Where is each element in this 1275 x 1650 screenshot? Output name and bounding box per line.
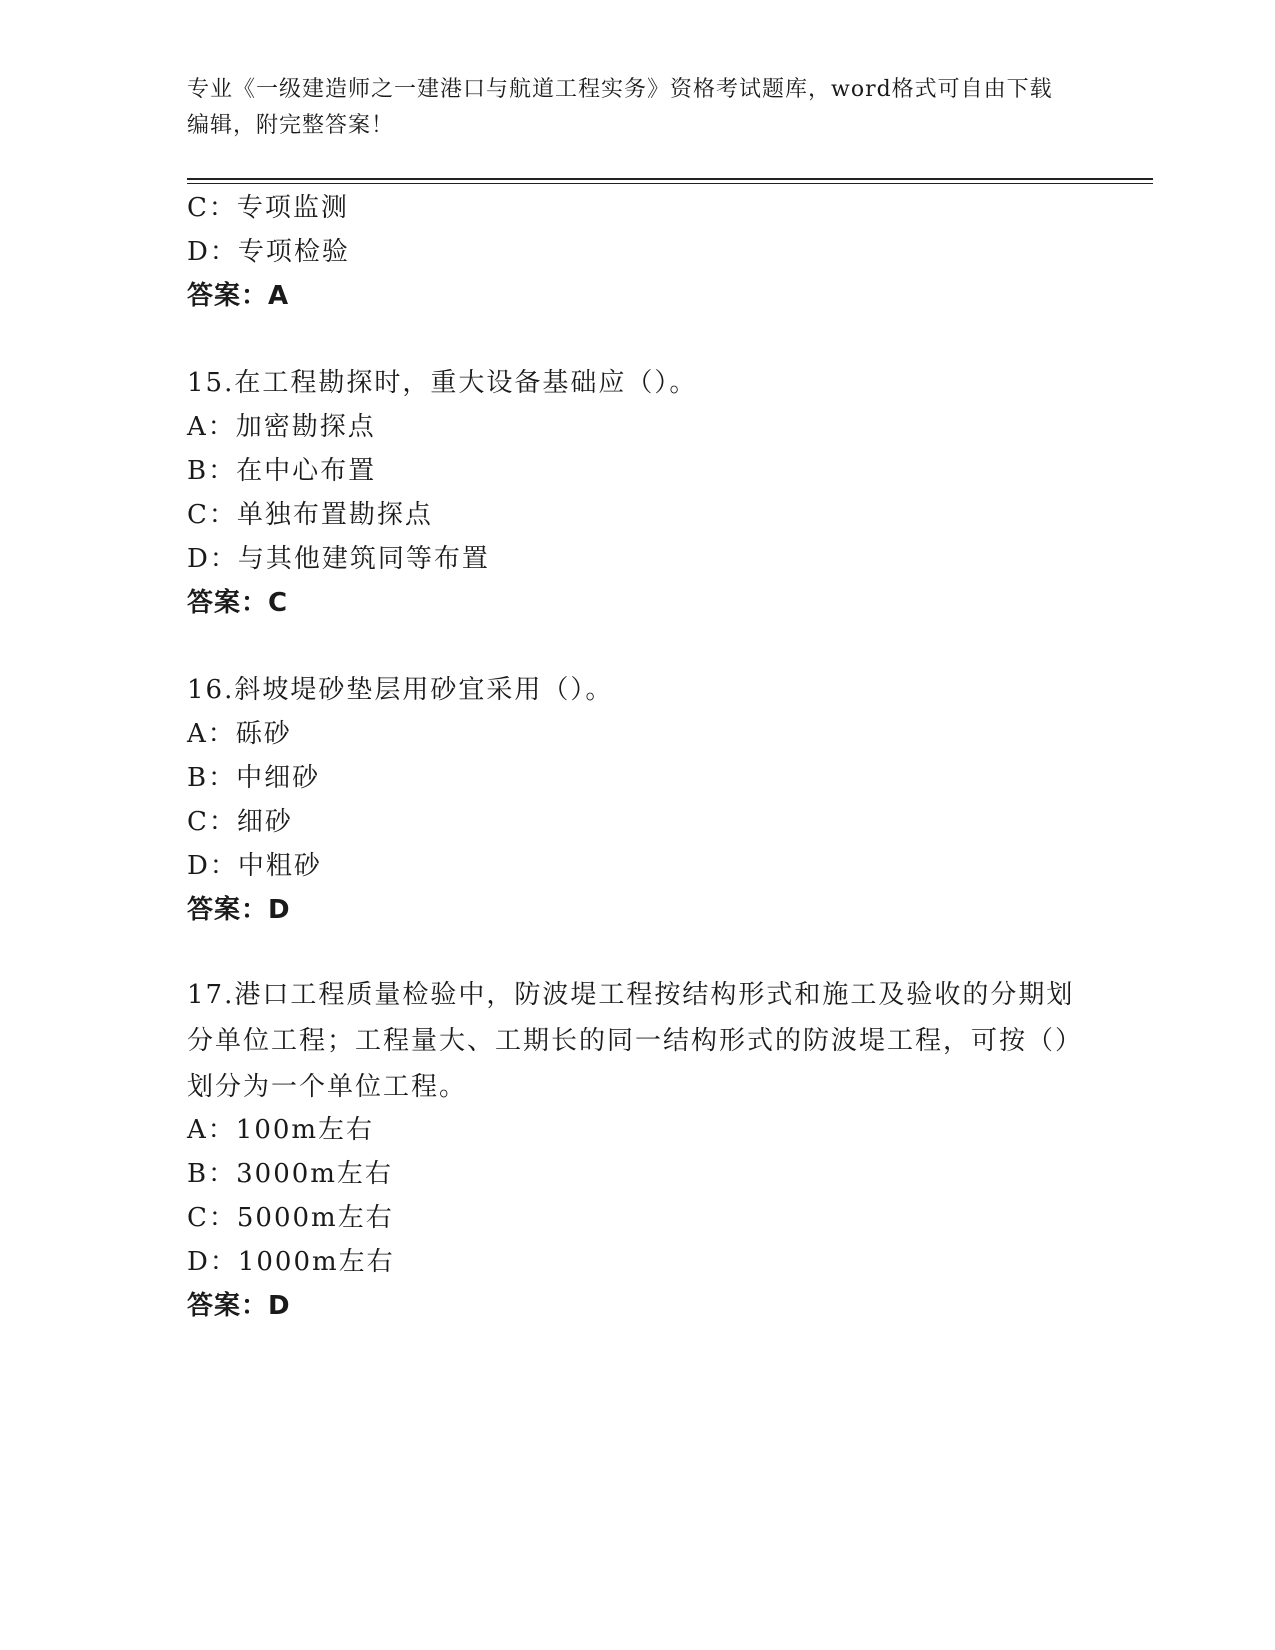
option-c: C：细砂 bbox=[187, 807, 293, 837]
question-stem-17: 17.港口工程质量检验中，防波堤工程按结构形式和施工及验收的分期划分单位工程；工程量大、工期长的同一结构形式的防波堤工程，可按（）划分为一个单位工程。 bbox=[187, 980, 1084, 1102]
option-a: A：砾砂 bbox=[187, 719, 292, 749]
option-c: C：单独布置勘探点 bbox=[187, 500, 433, 530]
option-a: A：加密勘探点 bbox=[187, 412, 376, 442]
option-b: B：在中心布置 bbox=[187, 456, 377, 486]
document-header: 专业《一级建造师之一建港口与航道工程实务》资格考试题库，word格式可自由下载编辑，附完整答案！ bbox=[187, 77, 1053, 138]
answer-text: 答案：C bbox=[187, 588, 289, 618]
option-b: B：中细砂 bbox=[187, 763, 321, 793]
answer-text: 答案：D bbox=[187, 1291, 291, 1321]
answer-text: 答案：D bbox=[187, 895, 291, 925]
option-d: D：中粗砂 bbox=[187, 851, 322, 881]
option-b: B：3000m左右 bbox=[187, 1159, 393, 1189]
option-c: C：专项监测 bbox=[187, 193, 349, 223]
option-d: D：专项检验 bbox=[187, 237, 350, 267]
answer-text: 答案：A bbox=[187, 281, 290, 311]
option-c: C：5000m左右 bbox=[187, 1203, 394, 1233]
header-divider bbox=[187, 178, 1153, 184]
option-d: D：与其他建筑同等布置 bbox=[187, 544, 490, 574]
option-a: A：100m左右 bbox=[187, 1115, 375, 1145]
question-stem-16: 16.斜坡堤砂垫层用砂宜采用（）。 bbox=[187, 675, 614, 705]
question-stem-15: 15.在工程勘探时，重大设备基础应（）。 bbox=[187, 368, 698, 398]
option-d: D：1000m左右 bbox=[187, 1247, 395, 1277]
